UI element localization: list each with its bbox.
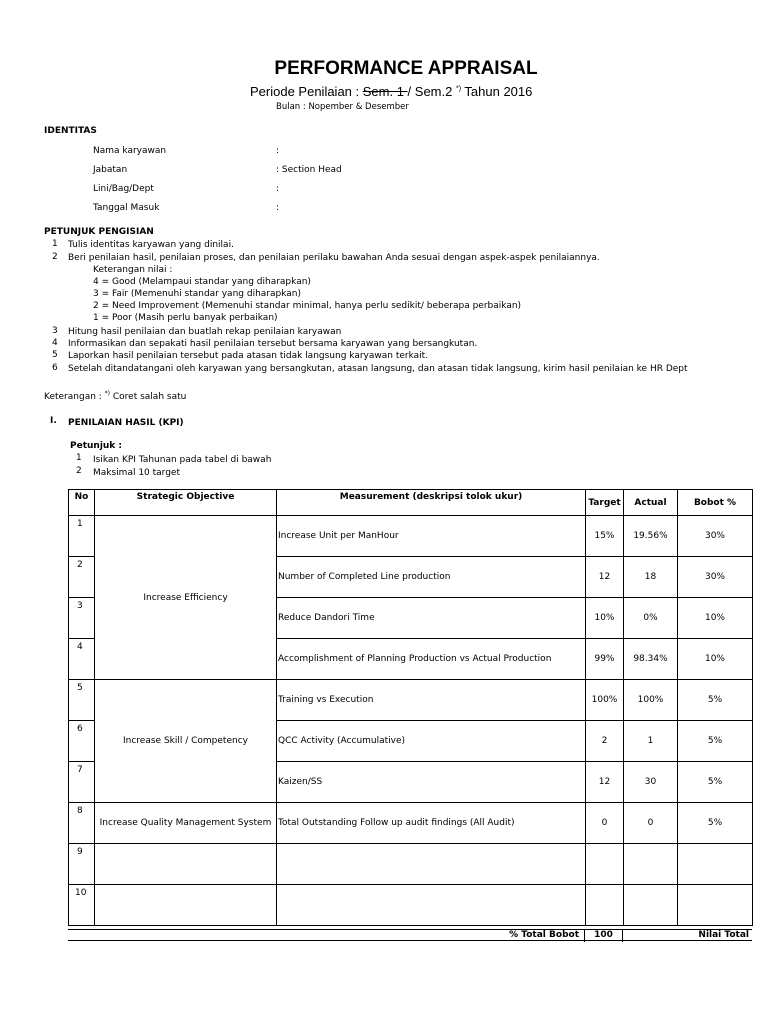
instruction-text: Laporkan hasil penilaian tersebut pada atasan tidak langsung karyawan terkait.: [68, 351, 429, 361]
field-value-tanggal: :: [276, 203, 280, 213]
target-cell: 10%: [586, 598, 624, 639]
target-cell: 15%: [586, 516, 624, 557]
bobot-cell: 10%: [678, 598, 753, 639]
bobot-cell: 30%: [678, 557, 753, 598]
target-cell: 100%: [586, 680, 624, 721]
target-cell: [586, 844, 624, 885]
row-number: 10: [69, 885, 95, 926]
rating-legend-title: Keterangan nilai :: [93, 265, 173, 275]
row-number: 2: [69, 557, 95, 598]
measurement-cell: Training vs Execution: [277, 680, 586, 721]
field-value-dept: :: [276, 184, 280, 194]
header-actual: Actual: [624, 490, 678, 516]
header-objective: Strategic Objective: [95, 490, 277, 516]
target-cell: 99%: [586, 639, 624, 680]
nilai-total-label: Nilai Total: [698, 930, 749, 940]
instruction-number: 3: [52, 326, 58, 336]
measurement-cell: [277, 885, 586, 926]
actual-cell: 18: [624, 557, 678, 598]
row-number: 6: [69, 721, 95, 762]
header-measurement: Measurement (deskripsi tolok ukur): [277, 490, 586, 516]
table-row: [69, 680, 753, 721]
instruction-text: Tulis identitas karyawan yang dinilai.: [68, 240, 234, 250]
instruction-number: 4: [52, 338, 58, 348]
instruction-text: Beri penilaian hasil, penilaian proses, dan penilaian perilaku bawahan Anda sesuai dengan aspek-aspek penilaiannya.: [68, 253, 600, 263]
bobot-cell: 30%: [678, 516, 753, 557]
measurement-cell: Increase Unit per ManHour: [277, 516, 586, 557]
total-bobot-value: 100: [594, 930, 613, 940]
field-label-jabatan: Jabatan: [93, 165, 128, 175]
kpi-header-row: [69, 490, 753, 516]
target-cell: [586, 885, 624, 926]
instruction-number: 2: [52, 252, 58, 262]
field-value-jabatan: : Section Head: [276, 165, 342, 175]
objective-cell: Increase Quality Management System: [95, 803, 277, 844]
section-instruction-text: Maksimal 10 target: [93, 468, 181, 478]
field-label-tanggal: Tanggal Masuk: [93, 203, 160, 213]
row-number: 8: [69, 803, 95, 844]
actual-cell: 30: [624, 762, 678, 803]
table-row: [69, 844, 753, 885]
document-title: PERFORMANCE APPRAISAL: [274, 58, 538, 79]
total-row: [68, 929, 752, 941]
target-cell: 0: [586, 803, 624, 844]
objective-cell: Increase Efficiency: [95, 516, 277, 680]
bobot-cell: 5%: [678, 680, 753, 721]
keterangan-note: Keterangan : *) Coret salah satu: [44, 390, 187, 402]
instruction-text: Informasikan dan sepakati hasil penilaian tersebut bersama karyawan yang bersangkutan.: [68, 339, 478, 349]
actual-cell: 19.56%: [624, 516, 678, 557]
identitas-heading: IDENTITAS: [44, 126, 97, 136]
instruction-number: 6: [52, 363, 58, 373]
actual-cell: [624, 885, 678, 926]
measurement-cell: Reduce Dandori Time: [277, 598, 586, 639]
actual-cell: 98.34%: [624, 639, 678, 680]
instruction-text: Hitung hasil penilaian dan buatlah rekap penilaian karyawan: [68, 327, 342, 337]
row-number: 5: [69, 680, 95, 721]
table-row: [69, 516, 753, 557]
field-label-dept: Lini/Bag/Dept: [93, 184, 154, 194]
field-label-nama: Nama karyawan: [93, 146, 167, 156]
row-number: 4: [69, 639, 95, 680]
instruction-number: 1: [52, 239, 58, 249]
rating-legend-item: 4 = Good (Melampaui standar yang diharapkan): [93, 277, 311, 287]
target-cell: 12: [586, 557, 624, 598]
measurement-cell: Number of Completed Line production: [277, 557, 586, 598]
kpi-table: [68, 489, 753, 926]
header-no: No: [69, 490, 95, 516]
row-number: 7: [69, 762, 95, 803]
target-cell: 2: [586, 721, 624, 762]
row-number: 1: [69, 516, 95, 557]
table-row: [69, 885, 753, 926]
section-petunjuk-label: Petunjuk :: [70, 441, 123, 451]
actual-cell: 100%: [624, 680, 678, 721]
section-heading: PENILAIAN HASIL (KPI): [68, 418, 184, 428]
actual-cell: [624, 844, 678, 885]
target-cell: 12: [586, 762, 624, 803]
instruction-number: 5: [52, 350, 58, 360]
total-bobot-label: % Total Bobot: [509, 930, 579, 940]
rating-legend-item: 3 = Fair (Memenuhi standar yang diharapkan): [93, 289, 301, 299]
rating-legend-item: 1 = Poor (Masih perlu banyak perbaikan): [93, 313, 278, 323]
measurement-cell: QCC Activity (Accumulative): [277, 721, 586, 762]
header-target: Target: [586, 490, 624, 516]
actual-cell: 0%: [624, 598, 678, 639]
field-value-nama: :: [276, 146, 280, 156]
appraisal-period: Periode Penilaian : Sem. 1 / Sem.2 *) Tahun 2016: [250, 84, 533, 99]
struck-semester: Sem. 1: [362, 84, 408, 99]
bobot-cell: 5%: [678, 803, 753, 844]
instruction-text: Setelah ditandatangani oleh karyawan yang bersangkutan, atasan langsung, dan atasan tidak langsung, kirim hasil penilaian ke HR Dept: [68, 364, 688, 374]
bobot-cell: [678, 885, 753, 926]
bobot-cell: 5%: [678, 762, 753, 803]
header-bobot: Bobot %: [678, 490, 753, 516]
measurement-cell: Kaizen/SS: [277, 762, 586, 803]
bobot-cell: [678, 844, 753, 885]
appraisal-month: Bulan : Nopember & Desember: [276, 102, 409, 112]
rating-legend-item: 2 = Need Improvement (Memenuhi standar minimal, hanya perlu sedikit/ beberapa perbaikan): [93, 301, 522, 311]
section-roman-numeral: I.: [50, 416, 57, 426]
section-instruction-number: 1: [76, 453, 82, 463]
section-instruction-number: 2: [76, 466, 82, 476]
objective-cell: [95, 885, 277, 926]
row-number: 3: [69, 598, 95, 639]
objective-cell: [95, 844, 277, 885]
measurement-cell: Total Outstanding Follow up audit findings (All Audit): [277, 803, 586, 844]
petunjuk-heading: PETUNJUK PENGISIAN: [44, 227, 154, 237]
measurement-cell: Accomplishment of Planning Production vs Actual Production: [277, 639, 586, 680]
bobot-cell: 10%: [678, 639, 753, 680]
section-instruction-text: Isikan KPI Tahunan pada tabel di bawah: [93, 455, 272, 465]
actual-cell: 0: [624, 803, 678, 844]
table-row: [69, 803, 753, 844]
bobot-cell: 5%: [678, 721, 753, 762]
measurement-cell: [277, 844, 586, 885]
row-number: 9: [69, 844, 95, 885]
objective-cell: Increase Skill / Competency: [95, 680, 277, 803]
actual-cell: 1: [624, 721, 678, 762]
